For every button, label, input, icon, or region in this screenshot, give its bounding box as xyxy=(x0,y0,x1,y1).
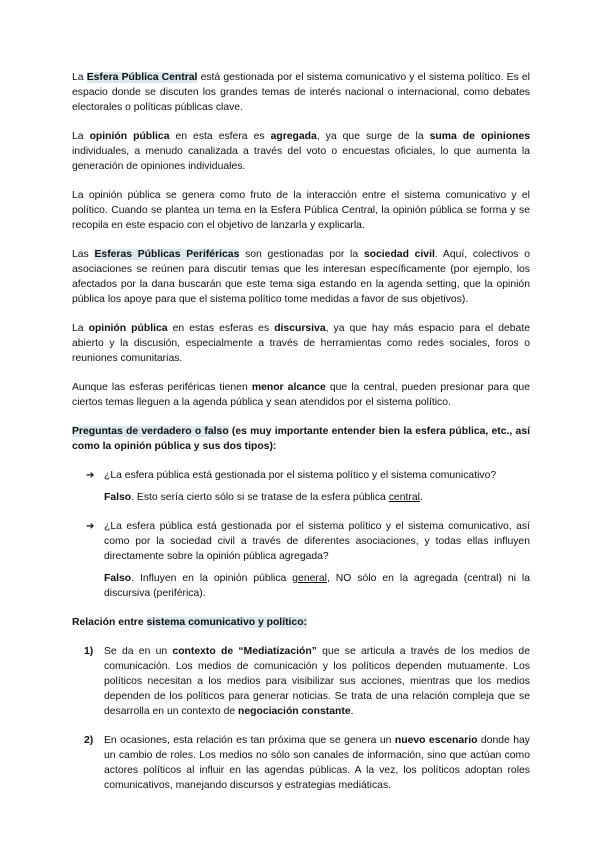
paragraph-peripheral-spheres: Las Esferas Públicas Periféricas son gestionadas por la sociedad civil. Aquí, colectivos o asociaciones se reúnen para discutir temas que les interesan específicamente (por ejemplo, los afectados por la dana buscarán que este tema siga estando en la agenda setting, que la opinión pública los apoye para que el sistema político tome medidas a favor de sus objetivos). xyxy=(72,249,530,305)
quiz-heading: Preguntas de verdadero o falso (es muy importante entender bien la esfera pública, etc., así como la opinión pública y sus dos tipos): xyxy=(72,426,530,452)
arrow-icon: ➔ xyxy=(86,521,95,532)
term-central-sphere: Esfera Pública Central xyxy=(86,72,198,83)
relation-item-1: 1) Se da en un contexto de “Mediatización” que se articula a través de los medios de comunicación. Los medios de comunicación y los políticos dependen mutuamente. Los políticos necesitan a los medios para visibilizar sus acciones, mientras que los medios dependen de los políticos para generar noticias. Se trata de una relación compleja que se desarrolla en un contexto de negociación constante. xyxy=(84,646,530,717)
paragraph-reach: Aunque las esferas periféricas tienen menor alcance que la central, pueden presionar para que ciertos temas lleguen a la agenda pública y sean atendidos por el sistema político. xyxy=(72,382,530,408)
quiz-question-1: ➔ ¿La esfera pública está gestionada por el sistema político y el sistema comunicativo? xyxy=(86,470,497,481)
paragraph-central-sphere: La Esfera Pública Central está gestionada por el sistema comunicativo y el sistema político. Es el espacio donde se discuten los grandes temas de interés nacional o internacional, como debates electorales o políticas públicas clave. xyxy=(72,72,530,113)
relation-item-2: 2) En ocasiones, esta relación es tan próxima que se genera un nuevo escenario donde hay un cambio de roles. Los medios no sólo son canales de información, sino que actúan como actores políticos al influir en las agendas públicas. A la vez, los políticos adoptan roles comunicativos, manejando discursos y estrategias mediáticas. xyxy=(84,735,530,791)
quiz-question-2: ➔ ¿La esfera pública está gestionada por el sistema político y el sistema comunicativo, así como por la sociedad civil a través de diferentes asociaciones, y todas ellas influyen directamente sobre la opinión pública agregada? xyxy=(86,521,530,562)
document-page xyxy=(72,70,530,807)
quiz-answer-1: Falso. Esto sería cierto sólo si se tratase de la esfera pública central. xyxy=(104,492,423,503)
paragraph-discursive-opinion: La opinión pública en estas esferas es discursiva, ya que hay más espacio para el debate abierto y la discusión, especialmente a través de herramientas como redes sociales, foros o reuniones comunitarias. xyxy=(72,323,531,364)
relation-heading: Relación entre sistema comunicativo y político: xyxy=(72,617,308,628)
paragraph-aggregated-opinion: La opinión pública en esta esfera es agregada, ya que surge de la suma de opiniones individuales, a menudo canalizada a través del voto o encuestas oficiales, lo que aumenta la generación de opiniones individuales. xyxy=(72,131,531,172)
term-peripheral-spheres: Esferas Públicas Periféricas xyxy=(94,249,240,260)
paragraph-opinion-generation: La opinión pública se genera como fruto de la interacción entre el sistema comunicativo y el político. Cuando se plantea un tema en la Esfera Pública Central, la opinión pública se forma y se recopila en este espacio con el objetivo de lanzarla y explicarla. xyxy=(72,190,530,231)
arrow-icon: ➔ xyxy=(86,470,95,481)
quiz-answer-2: Falso. Influyen en la opinión pública general, NO sólo en la agregada (central) ni la discursiva (periférica). xyxy=(104,573,531,599)
